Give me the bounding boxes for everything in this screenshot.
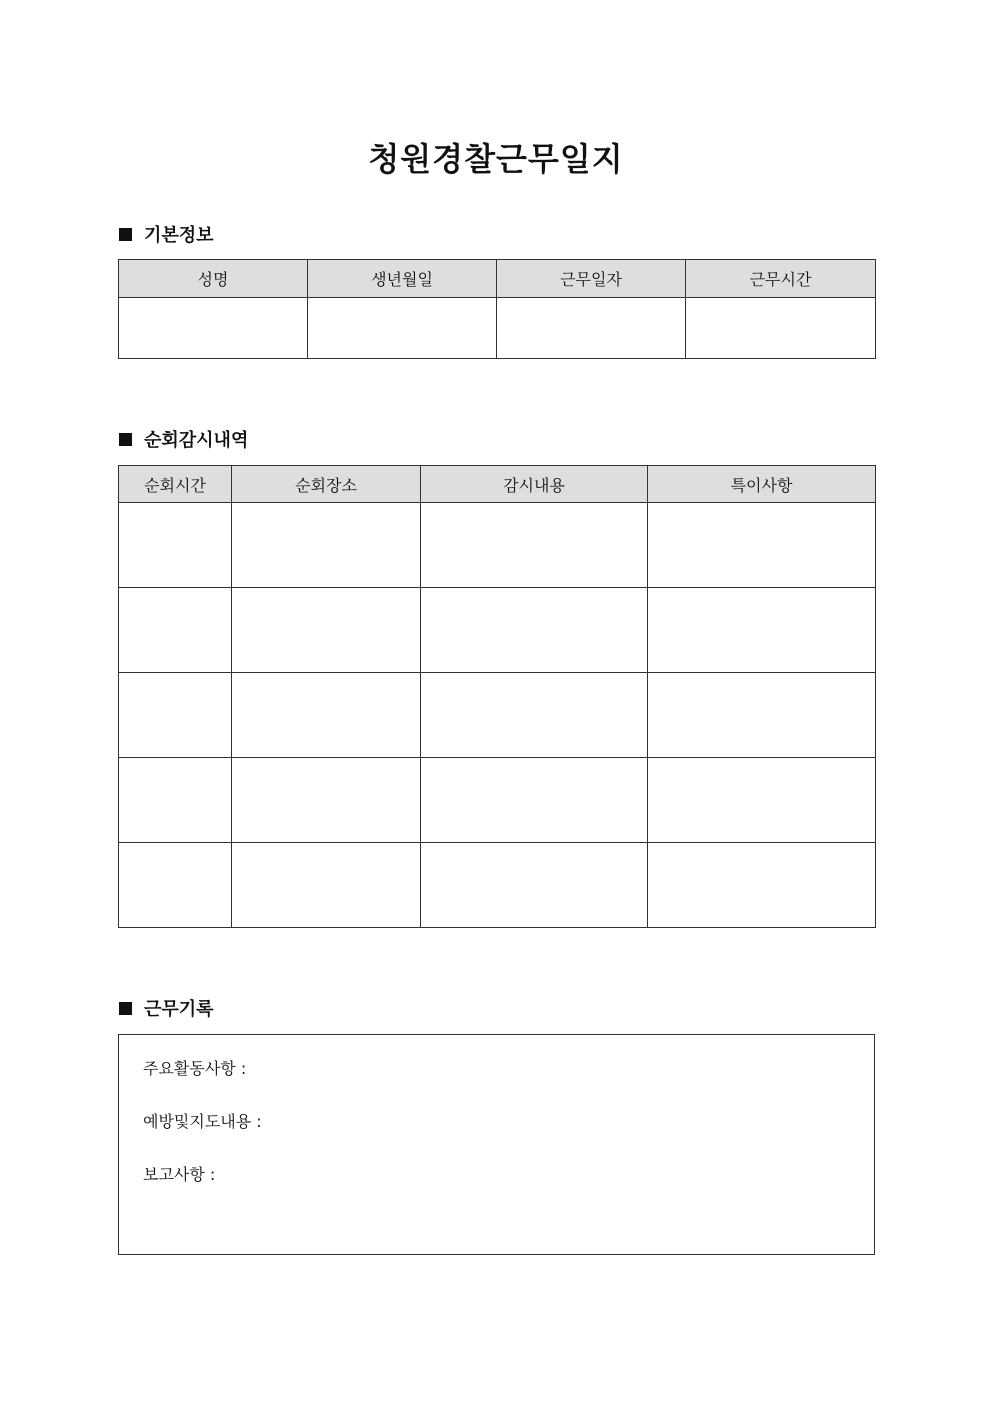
section-heading-label: 근무기록: [144, 999, 214, 1020]
patrol-time-cell[interactable]: [119, 503, 232, 588]
table-row: [119, 503, 876, 588]
header-work-date: 근무일자: [497, 260, 686, 298]
remarks-cell[interactable]: [648, 673, 876, 758]
remarks-cell[interactable]: [648, 843, 876, 928]
header-remarks: 특이사항: [648, 466, 876, 503]
birthdate-field[interactable]: [308, 298, 497, 359]
table-header-row: [119, 260, 876, 298]
patrol-location-cell[interactable]: [232, 673, 421, 758]
patrol-time-cell[interactable]: [119, 758, 232, 843]
patrol-time-cell[interactable]: [119, 843, 232, 928]
surveillance-content-cell[interactable]: [421, 843, 648, 928]
header-birthdate: 생년월일: [308, 260, 497, 298]
surveillance-content-cell[interactable]: [421, 588, 648, 673]
work-record-box[interactable]: [118, 1034, 875, 1255]
surveillance-content-cell[interactable]: [421, 758, 648, 843]
surveillance-content-cell[interactable]: [421, 503, 648, 588]
header-surveillance-content: 감시내용: [421, 466, 648, 503]
name-field[interactable]: [119, 298, 308, 359]
table-row: [119, 588, 876, 673]
table-row: [119, 843, 876, 928]
header-patrol-time: 순회시간: [119, 466, 232, 503]
patrol-time-cell[interactable]: [119, 588, 232, 673]
square-bullet-icon: [119, 433, 132, 446]
basic-info-table: [118, 259, 876, 359]
section-heading-patrol: [119, 427, 248, 451]
header-patrol-location: 순회장소: [232, 466, 421, 503]
table-row: [119, 758, 876, 843]
patrol-location-cell[interactable]: [232, 758, 421, 843]
page-title: 청원경찰근무일지: [368, 140, 624, 178]
patrol-location-cell[interactable]: [232, 588, 421, 673]
patrol-location-cell[interactable]: [232, 843, 421, 928]
patrol-time-cell[interactable]: [119, 673, 232, 758]
report-items-label: 보고사항 :: [143, 1165, 216, 1184]
table-row: [119, 298, 876, 359]
section-heading-work-record: [119, 996, 214, 1020]
header-work-hours: 근무시간: [686, 260, 876, 298]
header-name: 성명: [119, 260, 308, 298]
section-heading-label: 기본정보: [144, 225, 214, 246]
table-row: [119, 673, 876, 758]
remarks-cell[interactable]: [648, 503, 876, 588]
prevention-guidance-label: 예방및지도내용 :: [143, 1112, 262, 1131]
work-hours-field[interactable]: [686, 298, 876, 359]
patrol-location-cell[interactable]: [232, 503, 421, 588]
square-bullet-icon: [119, 1002, 132, 1015]
table-header-row: [119, 466, 876, 503]
remarks-cell[interactable]: [648, 588, 876, 673]
work-date-field[interactable]: [497, 298, 686, 359]
main-activities-label: 주요활동사항 :: [143, 1059, 247, 1078]
remarks-cell[interactable]: [648, 758, 876, 843]
section-heading-basic-info: [119, 222, 214, 246]
patrol-table: [118, 465, 876, 928]
square-bullet-icon: [119, 228, 132, 241]
section-heading-label: 순회감시내역: [144, 430, 249, 451]
surveillance-content-cell[interactable]: [421, 673, 648, 758]
